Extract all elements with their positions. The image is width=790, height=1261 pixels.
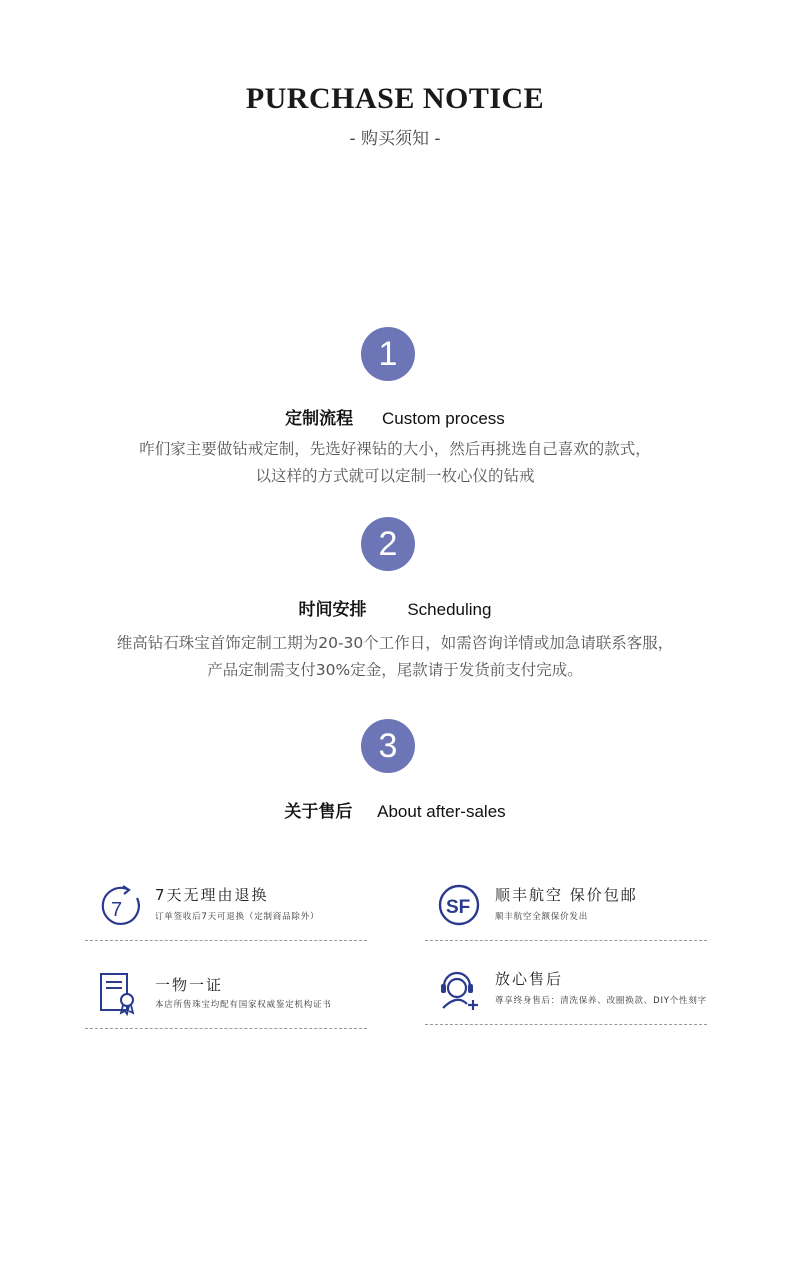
service-item-certificate: [85, 972, 367, 1029]
step-1-desc-line-2: 以这样的方式就可以定制一枚心仪的钻戒: [255, 467, 535, 485]
step-1-badge: 1: [361, 327, 415, 381]
step-2-desc-line-1: 维高钻石珠宝首饰定制工期为20-30个工作日，如需咨询详情或加急请联系客服，: [116, 634, 674, 652]
seven-day-return-icon: [97, 884, 143, 930]
step-1-title-cn: 定制流程: [285, 409, 354, 429]
service-title-certificate: 一物一证: [155, 976, 224, 994]
svg-text:SF: SF: [446, 897, 471, 918]
svg-text:7: 7: [111, 899, 123, 921]
sf-express-icon: [437, 884, 483, 930]
service-title-sf: 顺丰航空 保价包邮: [495, 886, 638, 904]
step-2-heading: [0, 595, 790, 620]
step-3-badge: 3: [361, 719, 415, 773]
step-1-heading: [0, 404, 790, 429]
service-title-return: 7天无理由退换: [155, 886, 269, 904]
step-2-title-cn: 时间安排: [298, 600, 367, 620]
step-3-heading: [0, 797, 790, 822]
service-desc-return: 订单签收后7天可退换（定制商品除外）: [155, 912, 320, 922]
step-2-badge: 2: [361, 517, 415, 571]
page-subtitle: - 购买须知 -: [349, 129, 441, 149]
step-2-description: [0, 630, 790, 684]
step-3-title-cn: 关于售后: [284, 802, 353, 822]
service-desc-certificate: 本店所售珠宝均配有国家权威鉴定机构证书: [155, 1000, 332, 1010]
service-title-after-sales: 放心售后: [495, 970, 564, 988]
service-item-return: [85, 884, 367, 941]
step-3-title-en: About after-sales: [377, 802, 506, 821]
step-1-title-en: Custom process: [381, 409, 505, 428]
step-1-description: [0, 436, 790, 490]
customer-service-icon: [437, 968, 483, 1014]
page-title: PURCHASE NOTICE: [245, 82, 545, 115]
service-item-sf-express: [425, 884, 707, 941]
certificate-icon: [97, 972, 143, 1018]
service-desc-sf: 顺丰航空全额保价发出: [495, 912, 589, 922]
service-desc-after-sales: 尊享终身售后：清洗保养、改圈换款、DIY个性刻字: [495, 996, 707, 1006]
service-item-after-sales: [425, 968, 707, 1025]
step-2-desc-line-2: 产品定制需支付30%定金，尾款请于发货前支付完成。: [207, 661, 583, 679]
step-1-desc-line-1: 咋们家主要做钻戒定制，先选好裸钻的大小，然后再挑选自己喜欢的款式，: [139, 440, 651, 458]
step-2-title-en: Scheduling: [407, 600, 492, 619]
